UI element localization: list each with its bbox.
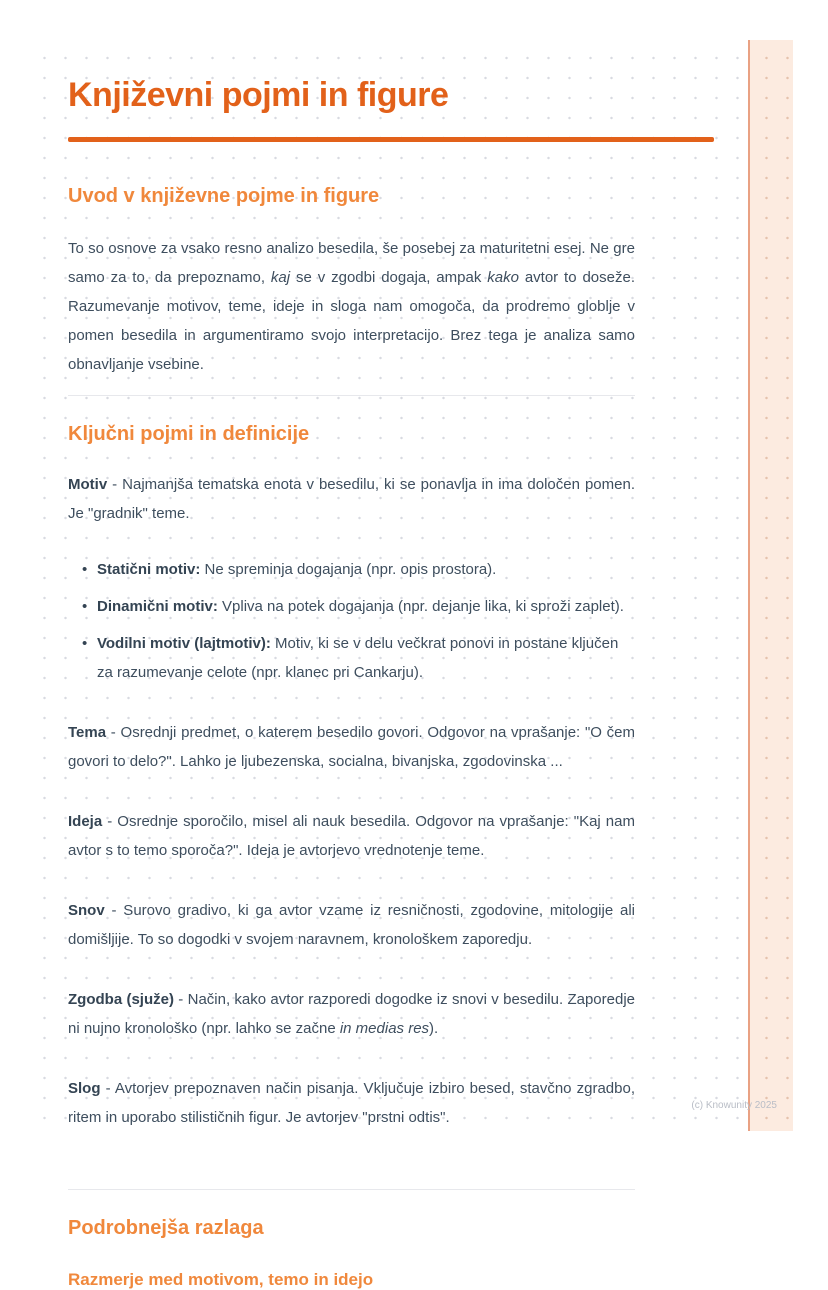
list-item-text: Vpliva na potek dogajanja (npr. dejanje lika, ki sproži zaplet). bbox=[217, 598, 624, 615]
definition-slog-text: - Avtorjev prepoznaven način pisanja. Vključuje izbiro besed, stavčno zgradbo, ritem in uporabo stilističnih figur. Je avtorjev "prstni odtis". bbox=[68, 1080, 635, 1126]
term-zgodba: Zgodba (sjuže) bbox=[68, 991, 174, 1008]
document-page bbox=[28, 40, 793, 1289]
intro-run-italic: kako bbox=[487, 269, 519, 286]
section-heading-key-terms: Ključni pojmi in definicije bbox=[68, 423, 310, 445]
list-item-staticni-motiv bbox=[81, 555, 636, 584]
term-slog: Slog bbox=[68, 1080, 101, 1097]
definition-zgodba-text-end: ). bbox=[429, 1020, 439, 1037]
definition-ideja-text: - Osrednje sporočilo, misel ali nauk besedila. Odgovor na vprašanje: "Kaj nam avtor s to temo sporoča?". Ideja je avtorjevo vrednotenje teme. bbox=[68, 813, 635, 859]
intro-run: se v zgodbi dogaja, ampak bbox=[290, 269, 488, 286]
list-item-dinamicni-motiv bbox=[81, 592, 636, 621]
side-strip bbox=[748, 40, 793, 1131]
title-rule bbox=[68, 137, 714, 142]
intro-paragraph bbox=[68, 234, 635, 379]
term-ideja: Ideja bbox=[68, 813, 103, 830]
intro-run: To so osnove za vsako resno analizo besedila, še posebej za maturitetni esej. Ne gre samo za to, da prepoznamo, bbox=[68, 240, 635, 286]
section-divider bbox=[68, 395, 635, 396]
definition-zgodba-text: - Način, kako avtor razporedi dogodke iz snovi v besedilu. Zaporedje ni nujno kronološko (npr. lahko se začne bbox=[68, 991, 636, 1037]
term-snov: Snov bbox=[68, 902, 105, 919]
definition-tema bbox=[68, 718, 635, 776]
term-vodilni-motiv: Vodilni motiv (lajtmotiv): bbox=[97, 635, 271, 652]
definition-motiv bbox=[68, 470, 635, 528]
page-title: Književni pojmi in figure bbox=[68, 76, 449, 114]
definition-zgodba bbox=[68, 985, 635, 1043]
intro-run: avtor to doseže. Razumevanje motivov, teme, ideje in sloga nam omogoča, da prodremo globlje v pomen besedila in argumentiramo svojo interpretacijo. Brez tega je analiza samo obnavljanje vsebine. bbox=[68, 269, 635, 373]
section-divider bbox=[68, 1189, 635, 1190]
section-heading-intro: Uvod v književne pojme in figure bbox=[68, 185, 380, 207]
definition-snov bbox=[68, 896, 635, 954]
definition-snov-text: - Surovo gradivo, ki ga avtor vzame iz resničnosti, zgodovine, mitologije ali domišljije. To so dogodki v svojem naravnem, kronološkem zaporedju. bbox=[68, 902, 635, 948]
list-item-vodilni-motiv bbox=[81, 629, 636, 687]
term-tema: Tema bbox=[68, 724, 107, 741]
list-item-text: Motiv, ki se v delu večkrat ponovi in postane ključen za razumevanje celote (npr. klanec pri Cankarju). bbox=[97, 635, 619, 681]
definition-slog bbox=[68, 1074, 635, 1132]
copyright-note: (c) Knowunity 2025 bbox=[691, 1100, 777, 1111]
term-motiv: Motiv bbox=[68, 476, 108, 493]
definition-tema-text: - Osrednji predmet, o katerem besedilo govori. Odgovor na vprašanje: "O čem govori to delo?". Lahko je ljubezenska, socialna, bivanjska, zgodovinska ... bbox=[68, 724, 635, 770]
page-content bbox=[68, 40, 716, 1290]
section-heading-detail: Podrobnejša razlaga bbox=[68, 1217, 264, 1239]
intro-run-italic: kaj bbox=[270, 269, 291, 286]
subsection-heading-razmerje: Razmerje med motivom, temo in idejo bbox=[68, 1270, 374, 1289]
definition-motiv-text: - Najmanjša tematska enota v besedilu, ki se ponavlja in ima določen pomen. Je "gradnik" teme. bbox=[68, 476, 635, 522]
term-dinamicni-motiv: Dinamični motiv: bbox=[97, 598, 218, 615]
motiv-types-list bbox=[81, 555, 636, 687]
list-item-text: Ne spreminja dogajanja (npr. opis prostora). bbox=[200, 561, 497, 578]
term-staticni-motiv: Statični motiv: bbox=[97, 561, 201, 578]
definition-ideja bbox=[68, 807, 635, 865]
definition-zgodba-italic: in medias res bbox=[339, 1020, 430, 1037]
